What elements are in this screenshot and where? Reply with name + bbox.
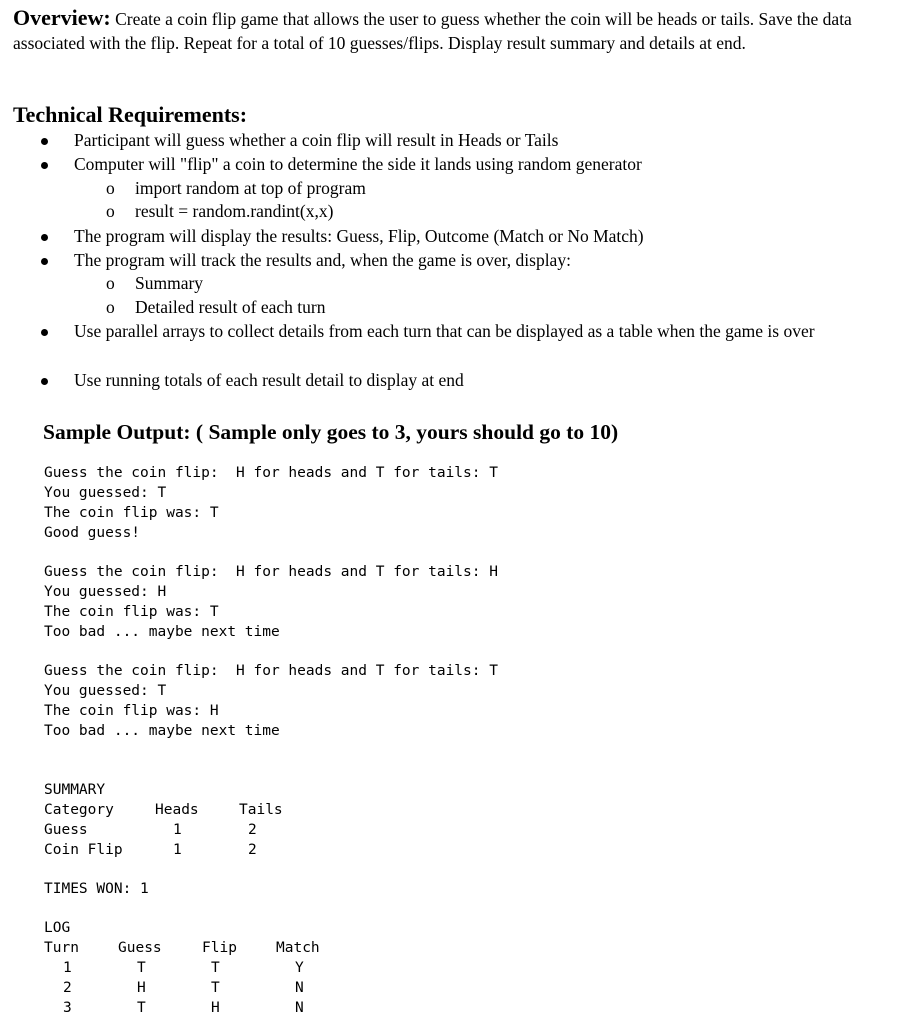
summary-header: Tails [239, 802, 283, 818]
tech-sub-bullet: result = random.randint(x,x) [135, 201, 334, 221]
tech-sub-bullet: import random at top of program [135, 178, 366, 198]
summary-cell: 2 [248, 822, 257, 838]
console-line: Guess the coin flip: H for heads and T for tails: T [44, 465, 498, 481]
console-line: Guess the coin flip: H for heads and T for tails: T [44, 663, 498, 679]
tech-bullet: Use parallel arrays to collect details from each turn that can be displayed as a table when the game is over [74, 321, 815, 341]
log-cell: T [137, 1000, 146, 1016]
log-header: Turn [44, 940, 79, 956]
console-line: You guessed: T [44, 485, 167, 501]
console-line: Guess the coin flip: H for heads and T for tails: H [44, 564, 498, 580]
console-line: You guessed: T [44, 683, 167, 699]
summary-cell: Coin Flip [44, 842, 123, 858]
tech-bullet: Computer will "flip" a coin to determine the side it lands using random generator [74, 154, 642, 174]
summary-cell: 1 [173, 842, 182, 858]
log-cell: H [137, 980, 146, 996]
circle-bullet-icon: o [106, 273, 115, 293]
console-line: Good guess! [44, 525, 141, 541]
console-line: Too bad ... maybe next time [44, 723, 280, 739]
circle-bullet-icon: o [106, 297, 115, 317]
circle-bullet-icon: o [106, 178, 115, 198]
times-won: TIMES WON: 1 [44, 881, 149, 897]
log-cell: Y [295, 960, 304, 976]
log-cell: T [211, 960, 220, 976]
tech-bullet: Participant will guess whether a coin flip will result in Heads or Tails [74, 130, 559, 150]
summary-cell: 1 [173, 822, 182, 838]
overview-label: Overview: [13, 5, 111, 30]
log-header: Match [276, 940, 320, 956]
summary-title: SUMMARY [44, 782, 106, 798]
log-cell: H [211, 1000, 220, 1016]
console-line: The coin flip was: H [44, 703, 219, 719]
bullet-icon [41, 249, 51, 273]
log-cell: T [211, 980, 220, 996]
summary-cell: Guess [44, 822, 88, 838]
summary-cell: 2 [248, 842, 257, 858]
tech-bullet: The program will track the results and, when the game is over, display: [74, 250, 571, 270]
log-header: Flip [202, 940, 237, 956]
log-cell: N [295, 980, 304, 996]
sample-heading: Sample Output: ( Sample only goes to 3, yours should go to 10) [43, 420, 619, 444]
console-line: The coin flip was: T [44, 505, 219, 521]
log-cell: N [295, 1000, 304, 1016]
log-cell: 2 [63, 980, 72, 996]
log-cell: T [137, 960, 146, 976]
tech-sub-bullet: Summary [135, 273, 204, 293]
log-header: Guess [118, 940, 162, 956]
summary-header: Category [44, 802, 114, 818]
log-title: LOG [44, 920, 71, 936]
tech-sub-bullet: Detailed result of each turn [135, 297, 326, 317]
console-line: Too bad ... maybe next time [44, 624, 280, 640]
console-line: You guessed: H [44, 584, 167, 600]
tech-bullet: The program will display the results: Guess, Flip, Outcome (Match or No Match) [74, 226, 644, 246]
console-line: The coin flip was: T [44, 604, 219, 620]
tech-bullet: Use running totals of each result detail to display at end [74, 370, 464, 390]
overview-paragraph [13, 6, 893, 55]
tech-heading: Technical Requirements: [13, 102, 248, 127]
bullet-icon [41, 153, 51, 177]
log-cell: 1 [63, 960, 72, 976]
summary-header: Heads [155, 802, 199, 818]
bullet-icon [41, 225, 51, 249]
overview-text: Create a coin flip game that allows the user to guess whether the coin will be heads or tails. Save the data associated with the flip. Repeat for a total of 10 guesses/flips. Display result summary and details at end. [13, 9, 852, 53]
circle-bullet-icon: o [106, 201, 115, 221]
log-cell: 3 [63, 1000, 72, 1016]
bullet-icon [41, 369, 51, 393]
bullet-icon [41, 320, 51, 344]
bullet-icon [41, 129, 51, 153]
